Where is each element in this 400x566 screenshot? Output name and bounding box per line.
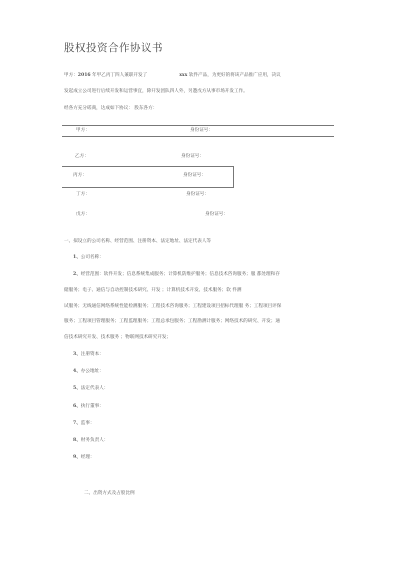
- section-1-heading: 一、拟设立的公司名称、经营范围、注册资本、法定地址、法定代表人等: [64, 239, 212, 244]
- item-1-num: 1、: [73, 255, 81, 260]
- item-2-line-2: 储服务；电子、通信与自动控制技术研究、开发 ；计算机技术开发、技术服务；软 件测: [64, 288, 242, 293]
- intro-year: 2016: [77, 73, 91, 78]
- party-ding-label: 丁方：: [76, 192, 90, 197]
- intro-pre: 甲方：: [64, 73, 78, 78]
- party-jia-top-rule: [62, 125, 334, 126]
- item-4-text: 办公地址：: [80, 369, 104, 374]
- item-9-text: 经理：: [80, 455, 95, 460]
- item-2-line-3: 试服务；无线通信网络系统性能检测服务；工程技术咨询服务；工程建设项目招标代理服 务；工程项目评保: [64, 304, 282, 309]
- intro-post: 软件产品，为更好的将该产品推广应用，决议: [187, 73, 281, 78]
- party-jia-label: 甲方：: [76, 128, 90, 133]
- party-bing-top-rule: [62, 166, 234, 167]
- item-8-num: 8、: [73, 438, 81, 443]
- intro-line-2: 发起成立公司进行后续开发和运营事宜，除开发团队四人外，另邀戊方从事市场开发工作。: [64, 89, 248, 94]
- item-9: [73, 455, 95, 461]
- item-3-num: 3、: [73, 352, 81, 357]
- party-bing-side-rule: [233, 166, 234, 187]
- party-ding-id-label: 身份证号：: [186, 192, 209, 197]
- party-bing-label: 丙方：: [73, 173, 87, 178]
- item-3-text: 注册资本：: [80, 352, 104, 357]
- party-yi-label: 乙方：: [75, 154, 89, 159]
- intro-xxx: xxx: [179, 73, 188, 78]
- item-6-text: 执行董事：: [80, 404, 104, 409]
- item-5-text: 法定代表人：: [80, 386, 109, 391]
- item-2-line-5: 信技术研究开发、技术服务 ；物联网技术研究开发；: [64, 335, 172, 340]
- intro-mid: 年甲乙丙丁四人兼职开发了: [90, 73, 148, 78]
- item-7-text: 监事：: [80, 421, 95, 426]
- item-8-text: 财务负责人：: [80, 438, 109, 443]
- intro-line-3: 经各方充分磋商，达成如下协议： 股东各方：: [64, 106, 158, 111]
- party-yi-id-label: 身份证号：: [181, 154, 204, 159]
- item-2-num: 2、: [73, 272, 81, 277]
- item-1: [73, 255, 104, 261]
- item-7: [73, 421, 95, 427]
- item-7-num: 7、: [73, 421, 81, 426]
- item-9-num: 9、: [73, 455, 81, 460]
- item-5: [73, 386, 108, 392]
- party-bing-bottom-rule: [62, 187, 234, 188]
- section-2-heading: 二、出资方式及占股比例: [84, 491, 135, 496]
- intro-line-1: [64, 73, 281, 79]
- item-4-num: 4、: [73, 369, 81, 374]
- item-6: [73, 404, 104, 410]
- document-title: 股权投资合作协议书: [64, 42, 163, 54]
- item-6-num: 6、: [73, 404, 81, 409]
- item-8: [73, 438, 108, 444]
- item-3: [73, 352, 104, 358]
- party-wu-label: 戊方：: [76, 212, 90, 217]
- party-bing-id-label: 身份证号：: [183, 173, 206, 178]
- item-2-line-4: 服务；工程项目管理服务；工程监理服务；工程总承包服务；工程勘测计服务；网络技术的研究、开发；通: [64, 319, 280, 324]
- item-2-line-1-text: 经营范围：软件开发；信息系统集成服务；计算机防维护服务；信息技术咨询服务；服 都处理和存: [80, 272, 280, 277]
- item-5-num: 5、: [73, 386, 81, 391]
- item-2-line-1: [73, 272, 280, 278]
- item-1-text: 公司名称：: [80, 255, 104, 260]
- party-jia-bottom-rule: [62, 136, 334, 137]
- party-wu-id-label: 身份证号：: [205, 212, 228, 217]
- item-4: [73, 369, 104, 375]
- party-jia-id-label: 身份证号：: [190, 128, 213, 133]
